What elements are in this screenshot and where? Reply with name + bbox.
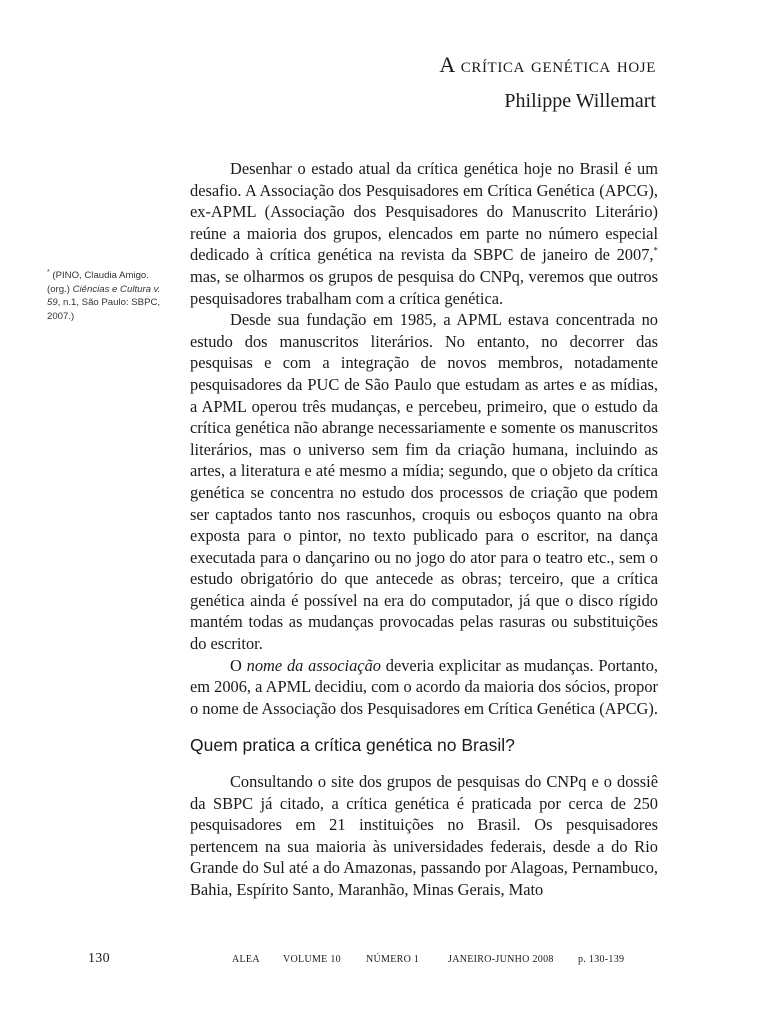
paragraph-2: Desde sua fundação em 1985, a APML estava concentrada no estudo dos manuscritos literários. No entanto, no decorrer das pesquisas e com a integração de novos membros, notadamente pesquisadores da PUC de São Paulo que estudam as artes e as mídias, a APML operou três mudanças, e percebeu, primeiro, que o estudo da crítica genética não abrange necessariamente e somente os manuscritos literários, mas o universo sem fim da criação humana, incluindo as artes, a literatura e até mesmo a mídia; segundo, que o objeto da crítica genética se concentra no estudo dos processos de criação que podem ser captados tanto nos rascunhos, croquis ou esboços quanto na obra exposta para o pintor, no texto publicado para o escritor, na dança executada para o dançarino ou no jogo do ator para o teatro etc., sem o estudo obrigatório do que antecede as obras; terceiro, que a crítica genética ainda é possível na era do computador, já que o disco rígido mantém todas as mudanças provocadas pelas rasuras ou substituições do escritor. <box>190 310 658 654</box>
paragraph-3-emphasis: nome da associação <box>246 655 381 675</box>
paragraph-1-text-start: Desenhar o estado atual da crítica genética hoje no Brasil é um desafio. A Associação dos Pesquisadores em Crítica Genética (APCG), ex-APML (Associação dos Pesquisadores do Manuscrito Literário) reúne a maioria dos grupos, elencados em parte no número especial dedicado à crítica genética na revista da SBPC de janeiro de 2007, <box>190 159 658 265</box>
section-heading: Quem pratica a crítica genética no Brasil? <box>190 735 515 756</box>
footer-volume: VOLUME 10 <box>283 954 341 965</box>
author-name: Philippe Willemart <box>504 90 656 112</box>
footnote-journal: Ciências e Cultura v. 59 <box>47 283 161 309</box>
paragraph-3-text-start: O <box>230 655 247 675</box>
footer-pages: p. 130-139 <box>578 954 625 965</box>
article-body <box>190 158 658 901</box>
paragraph-3-text-end: deveria explicitar as mudanças. Portanto, em 2006, a APML decidiu, com o acordo da maioria dos sócios, propor o nome de Associação dos Pesquisadores em Crítica Genética (APCG). <box>190 655 658 718</box>
page-number: 130 <box>88 951 110 966</box>
paragraph-1-text-end: mas, se olharmos os grupos de pesquisa do CNPq, veremos que outros pesquisadores trabalham com a crítica genética. <box>190 266 658 308</box>
footnote <box>47 266 171 323</box>
footer-date: JANEIRO-JUNHO 2008 <box>448 954 554 965</box>
footer-journal: ALEA <box>232 954 260 965</box>
footnote-text-start: (PINO, Claudia Amigo. (org.) <box>47 270 149 295</box>
page-footer <box>0 951 768 974</box>
footnote-text-end: , n.1, São Paulo: SBPC, 2007.) <box>47 297 161 322</box>
footnote-marker: * <box>47 269 50 276</box>
footnote-reference: * <box>653 245 658 256</box>
paragraph-3 <box>190 655 658 720</box>
paragraph-1 <box>190 158 658 309</box>
paragraph-4: Consultando o site dos grupos de pesquisas do CNPq e o dossiê da SBPC já citado, a crítica genética é praticada por cerca de 250 pesquisadores em 21 instituições no Brasil. Os pesquisadores pertencem na sua maioria às universidades federais, desde a do Rio Grande do Sul até a do Amazonas, passando por Alagoas, Pernambuco, Bahia, Espírito Santo, Maranhão, Minas Gerais, Mato <box>190 772 658 899</box>
article-title: A crítica genética hoje <box>439 52 656 77</box>
footer-number: NÚMERO 1 <box>366 954 420 965</box>
